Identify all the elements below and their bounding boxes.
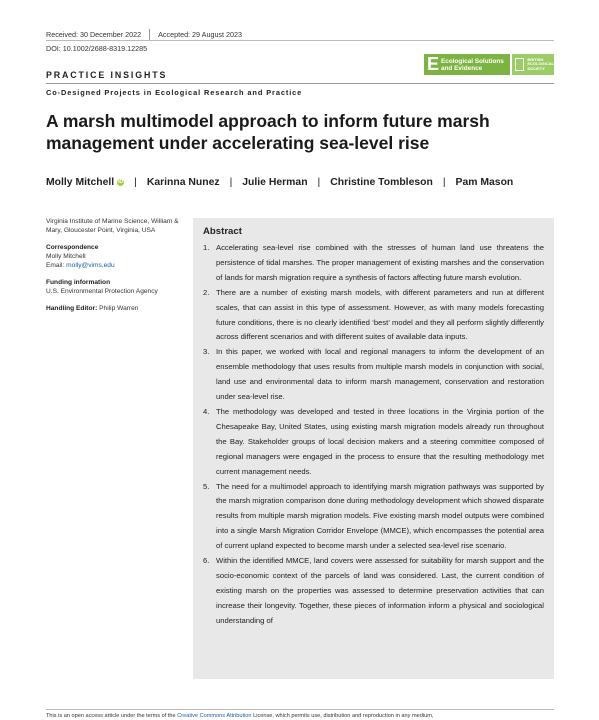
email-link[interactable]: molly@vims.edu [66, 262, 115, 269]
abstract-item [203, 241, 544, 286]
doi[interactable]: DOI: 10.1002/2688-8319.12285 [46, 44, 148, 53]
author-name[interactable]: Pam Mason [455, 177, 514, 188]
author-name[interactable]: Christine Tombleson [330, 177, 433, 188]
handling-editor-name: Philip Warren [99, 305, 139, 312]
abstract-item [203, 345, 544, 405]
abstract-item-number: 2. [203, 287, 210, 297]
received-date: Received: 30 December 2022 [46, 30, 142, 39]
subsection-label: Co-Designed Projects in Ecological Research and Practice [46, 88, 303, 97]
correspondence-email-line [46, 261, 186, 270]
orcid-icon[interactable]: iD [118, 179, 124, 185]
correspondence-block [46, 243, 186, 270]
author-separator: | [317, 177, 321, 188]
header-rule [46, 40, 554, 41]
affiliation: Virginia Institute of Marine Science, William & Mary, Gloucester Point, Virginia, USA [46, 218, 179, 234]
section-label: PRACTICE INSIGHTS [46, 70, 168, 80]
abstract-item [203, 554, 544, 629]
abstract-box [193, 218, 554, 679]
abstract-heading: Abstract [203, 226, 242, 237]
journal-logo-line1: Ecological Solutions [441, 57, 504, 65]
handling-editor-label: Handling Editor: [46, 305, 98, 312]
handling-editor [46, 304, 186, 313]
abstract-item-text: The need for a multimodel approach to identifying marsh migration pathways was supported by the marsh migration comparison done during methodology development which showed disparate results from multiple marsh migration models. Five existing marsh model outputs were combined into a single Marsh Migration Corridor Envelope (MMCE), which encompasses the potential area of current upland expected to become marsh under a selected sea-level rise scenario. [216, 481, 544, 551]
author-name[interactable]: Karinna Nunez [146, 177, 220, 188]
author-separator: | [229, 177, 233, 188]
author-name[interactable]: Molly Mitchell [46, 177, 115, 188]
date-divider [149, 29, 150, 40]
abstract-item [203, 480, 544, 555]
abstract-item-text: Accelerating sea-level rise combined with the stresses of human land use threatens the persistence of tidal marshes. The proper management of existing marshes and the conservation of lands for marsh migration require a synthesis of factors affecting future marsh evolution. [216, 243, 544, 282]
funding-block [46, 278, 186, 296]
abstract-item-text: In this paper, we worked with local and regional managers to inform the development of an ensemble methodology that uses results from multiple marsh models in conjunction with social, land use and environmental data to inform marsh management, conservation and restoration under sea-level rise. [216, 347, 544, 402]
author-separator: | [442, 177, 446, 188]
abstract-item-text: There are a number of existing marsh models, with different parameters and run at different scales, that can assist in this type of assessment. However, as with many models forecasting future conditions, there is no clearly identified ‘best’ model and they all perform slightly differently across different scenarios and with different suites of available data inputs. [216, 287, 544, 342]
abstract-item-number: 1. [203, 243, 210, 252]
journal-logo-line2: and Evidence [441, 64, 483, 72]
author-name[interactable]: Julie Herman [242, 177, 308, 188]
society-logo-text [527, 58, 554, 72]
funding-text: U.S. Environmental Protection Agency [46, 288, 158, 295]
abstract-item-number: 3. [203, 347, 210, 357]
society-mark-icon [515, 58, 524, 71]
article-title: A marsh multimodel approach to inform future marsh management under accelerating sea-level rise [46, 111, 490, 153]
abstract-item-number: 5. [203, 481, 210, 491]
author-list [46, 177, 513, 188]
correspondence-heading: Correspondence [46, 244, 99, 251]
abstract-item [203, 405, 544, 480]
funding-heading: Funding information [46, 279, 111, 286]
correspondence-name: Molly Mitchell [46, 253, 86, 260]
email-label: Email: [46, 262, 67, 269]
abstract-item-number: 4. [203, 406, 210, 416]
journal-logo-main [424, 54, 510, 75]
abstract-list [203, 241, 544, 629]
abstract-item-number: 6. [203, 556, 210, 566]
journal-e-icon: E [427, 54, 440, 74]
journal-logo[interactable] [424, 54, 554, 75]
society-line3: SOCIETY [527, 65, 545, 71]
accepted-date: Accepted: 29 August 2023 [158, 30, 243, 39]
license-footer [46, 713, 554, 719]
abstract-item [203, 286, 544, 346]
author-separator: | [134, 177, 137, 188]
society-line2: ECOLOGICAL [527, 61, 554, 67]
footer-rule [46, 709, 554, 710]
journal-logo-text [441, 58, 504, 72]
section-rule [46, 83, 554, 84]
article-sidebar [46, 217, 186, 321]
license-text-pre: This is an open access article under the terms of the [46, 713, 178, 719]
license-text-post: License, which permits use, distribution and reproduction in any medium, [251, 713, 434, 719]
license-link[interactable]: Creative Commons Attribution [177, 713, 252, 719]
abstract-item-text: Within the identified MMCE, land covers were assessed for suitability for marsh support and the socio-economic context of the parcels of land was considered. Last, the current condition of existing marsh on the properties was assessed to determine preservation activities that can increase their longevity. Together, these pieces of information inform a physical and sociological understanding of [216, 556, 544, 625]
society-line1: BRITISH [527, 56, 544, 62]
society-logo [512, 54, 554, 75]
article-dates [46, 29, 242, 40]
abstract-item-text: The methodology was developed and tested in three locations in the Virginia portion of the Chesapeake Bay, United States, using existing marsh migration models already run throughout the Bay. Stakeholder groups of local decision makers and a steering committee composed of regional managers were engaged in the process to ensure that the resulting methodology met current management needs. [216, 406, 544, 476]
